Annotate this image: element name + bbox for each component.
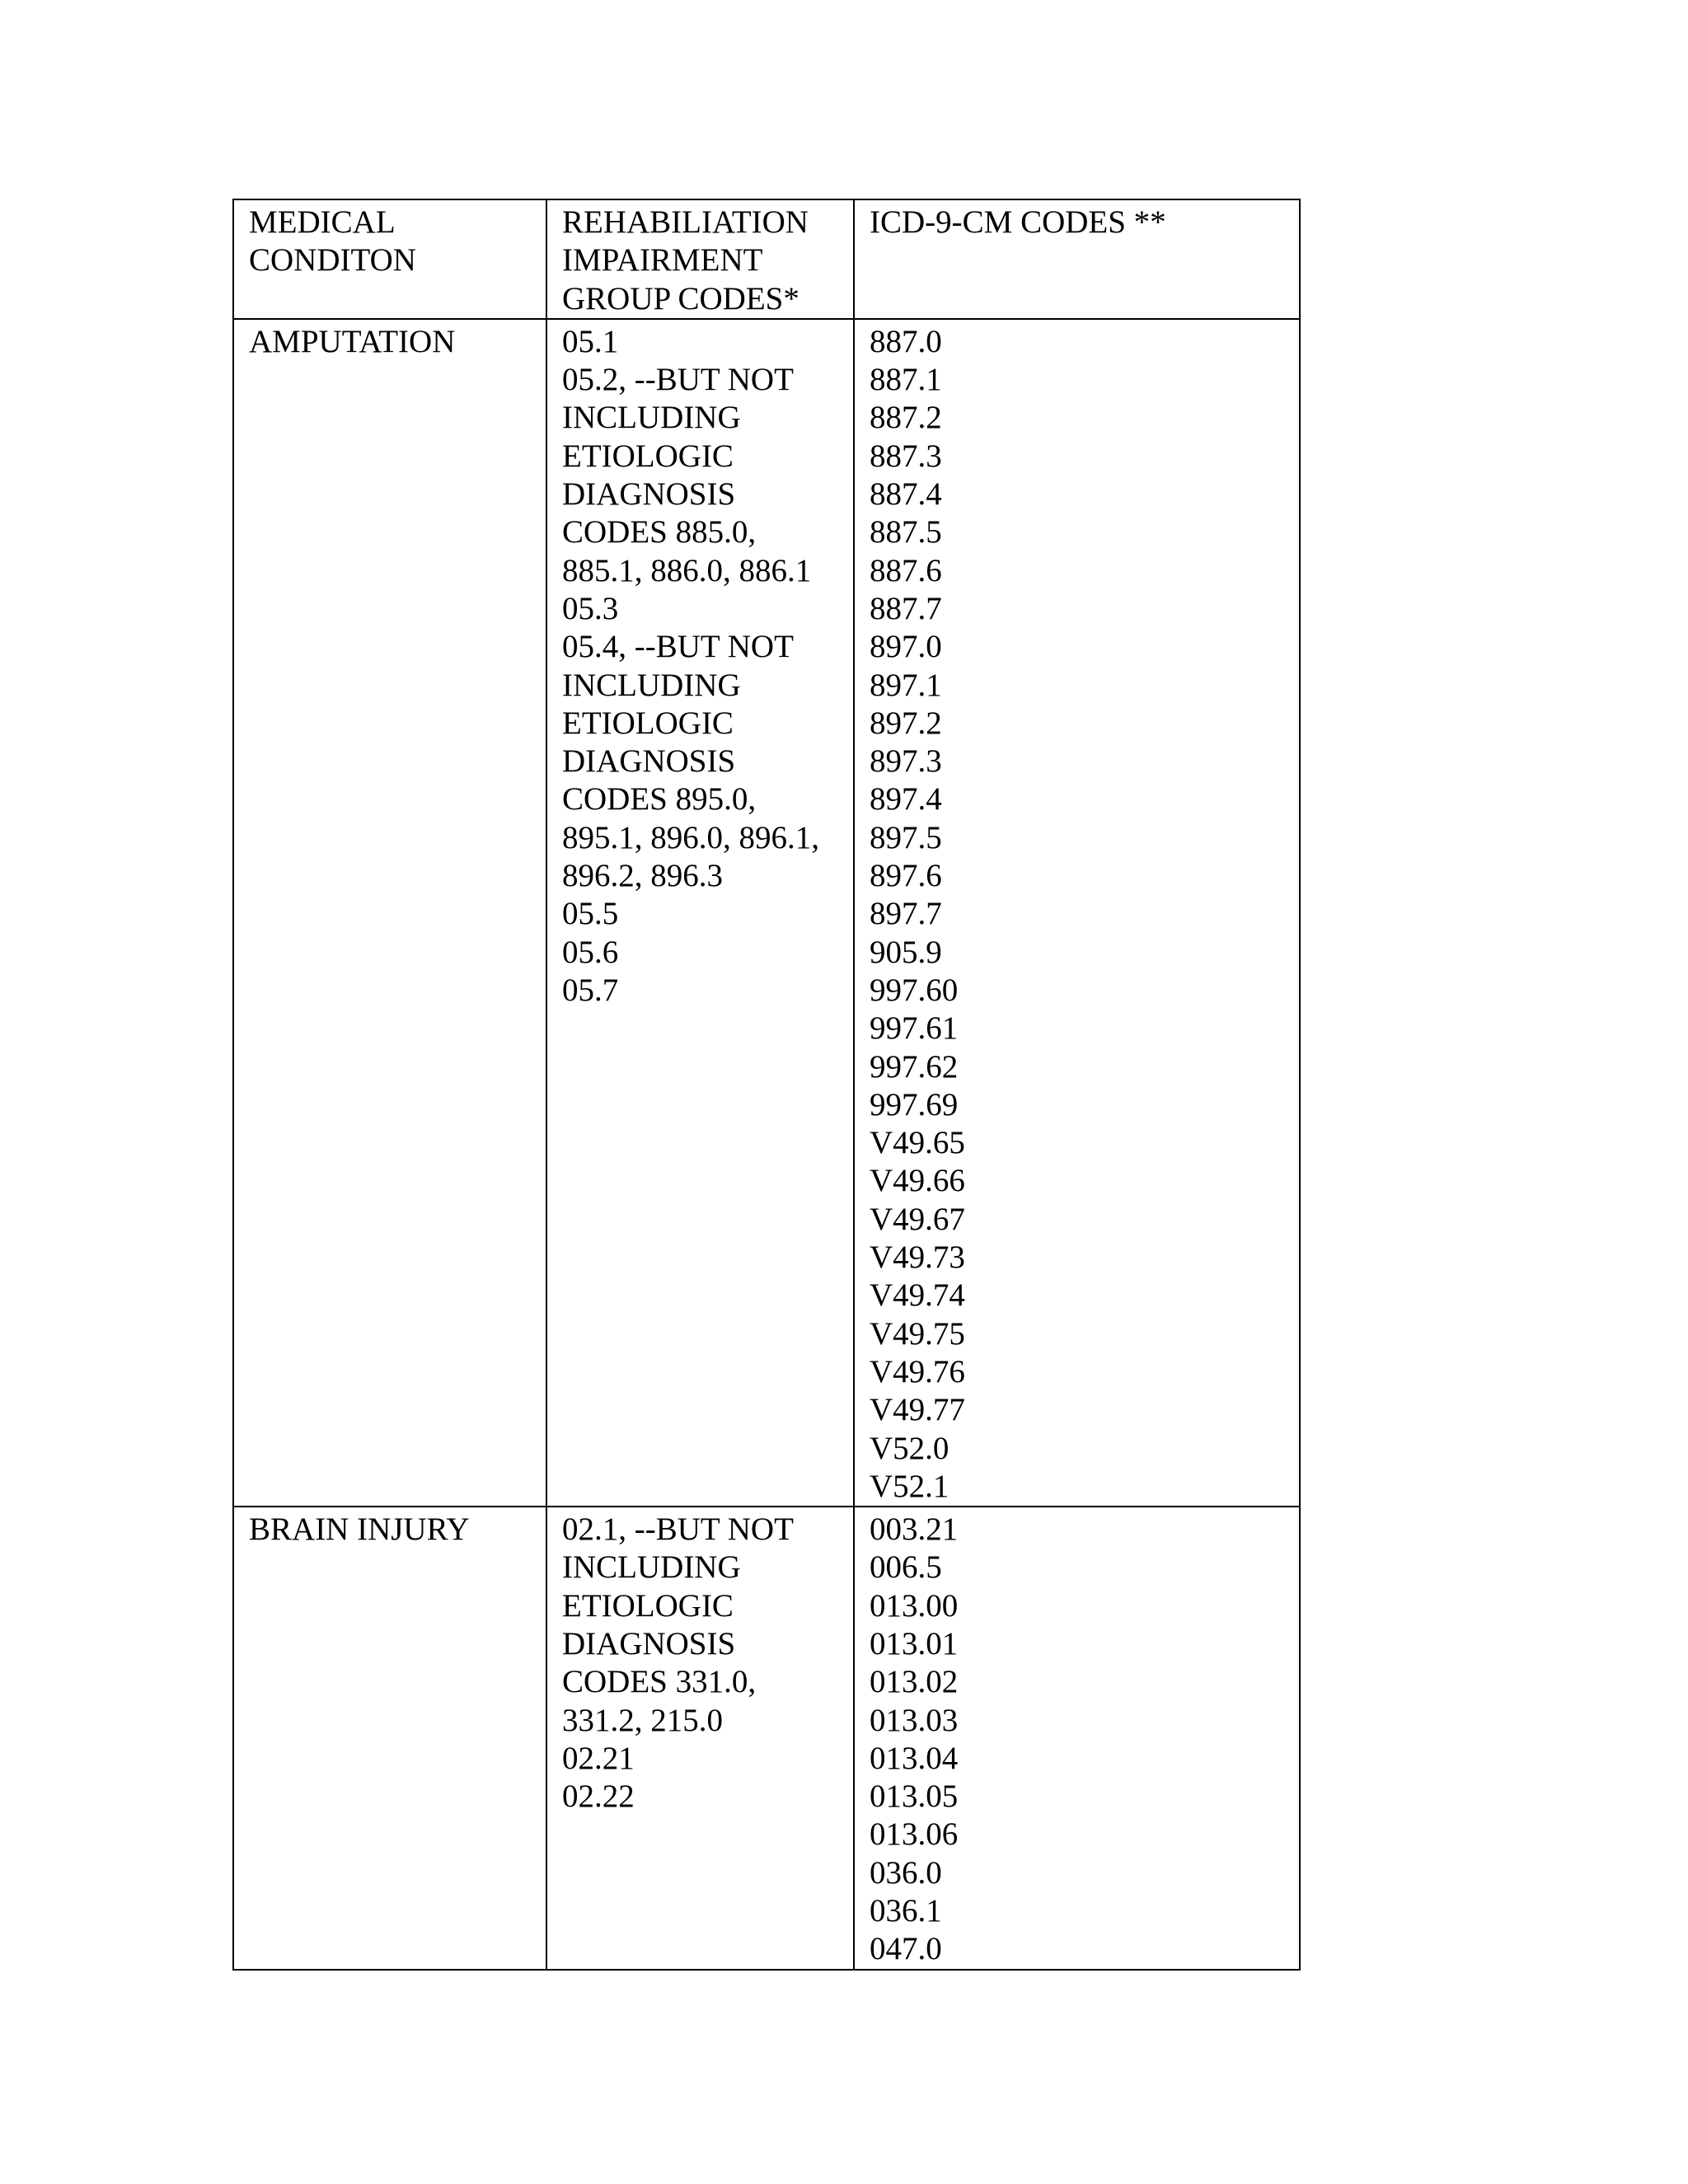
- icd-code-table: [232, 199, 1301, 1971]
- cell-line: 897.2: [870, 705, 942, 741]
- cell-line: V49.73: [870, 1240, 965, 1276]
- cell-line: DIAGNOSIS: [562, 476, 736, 513]
- cell-line: GROUP CODES*: [562, 280, 799, 316]
- header-medical-condition: [233, 199, 546, 319]
- cell-line: 887.7: [870, 590, 942, 626]
- condition-cell: [233, 319, 546, 1507]
- impairment-codes-cell: [546, 319, 854, 1507]
- cell-line: 897.1: [870, 667, 942, 703]
- cell-line: V49.66: [870, 1163, 965, 1199]
- icd-codes-cell: [854, 319, 1300, 1507]
- cell-line: REHABILIATION: [562, 204, 809, 240]
- cell-line: DIAGNOSIS: [562, 1625, 736, 1661]
- header-impairment-codes: [546, 199, 854, 319]
- cell-line: 013.05: [870, 1779, 959, 1815]
- cell-line: 885.1, 886.0, 886.1: [562, 552, 812, 588]
- cell-line: 013.02: [870, 1664, 959, 1700]
- cell-line: 02.21: [562, 1740, 635, 1776]
- cell-line: 05.7: [562, 972, 619, 1008]
- cell-line: IMPAIRMENT: [562, 242, 763, 279]
- cell-line: 897.6: [870, 858, 942, 894]
- cell-line: CODES 895.0,: [562, 781, 757, 818]
- cell-line: 887.2: [870, 400, 942, 436]
- cell-line: INCLUDING: [562, 667, 741, 703]
- cell-line: 887.0: [870, 323, 942, 359]
- cell-line: V49.76: [870, 1353, 965, 1390]
- cell-line: 05.2, --BUT NOT: [562, 362, 794, 398]
- cell-line: 05.5: [562, 896, 619, 932]
- cell-line: MEDICAL: [249, 204, 396, 240]
- cell-line: 887.1: [870, 362, 942, 398]
- cell-line: 013.06: [870, 1816, 959, 1853]
- cell-line: 897.7: [870, 896, 942, 932]
- cell-line: INCLUDING: [562, 400, 741, 436]
- cell-line: 05.6: [562, 934, 619, 970]
- cell-line: V49.65: [870, 1125, 965, 1161]
- cell-line: V52.0: [870, 1430, 950, 1466]
- cell-line: 036.1: [870, 1893, 942, 1929]
- cell-line: DIAGNOSIS: [562, 743, 736, 780]
- cell-line: 897.4: [870, 781, 942, 818]
- cell-line: 897.3: [870, 743, 942, 780]
- cell-line: 013.03: [870, 1702, 959, 1738]
- cell-line: CODES 885.0,: [562, 514, 757, 551]
- cell-line: 02.1, --BUT NOT: [562, 1511, 794, 1548]
- cell-line: V49.67: [870, 1201, 965, 1237]
- cell-line: 905.9: [870, 934, 942, 970]
- table-row-brain-injury: [233, 1507, 1300, 1970]
- cell-line: 013.01: [870, 1625, 959, 1661]
- cell-line: 047.0: [870, 1931, 942, 1967]
- cell-line: V52.1: [870, 1468, 950, 1504]
- cell-line: 887.5: [870, 514, 942, 551]
- cell-line: 036.0: [870, 1854, 942, 1891]
- cell-line: 887.3: [870, 438, 942, 474]
- cell-line: 897.0: [870, 629, 942, 665]
- cell-line: INCLUDING: [562, 1549, 741, 1586]
- cell-line: 997.60: [870, 972, 959, 1008]
- cell-line: V49.75: [870, 1315, 965, 1352]
- cell-line: 997.62: [870, 1048, 959, 1085]
- cell-line: V49.74: [870, 1277, 965, 1314]
- cell-line: 887.6: [870, 552, 942, 588]
- cell-line: 896.2, 896.3: [562, 858, 723, 894]
- cell-line: 331.2, 215.0: [562, 1702, 723, 1738]
- cell-line: 897.5: [870, 819, 942, 855]
- cell-line: CODES 331.0,: [562, 1664, 757, 1700]
- cell-line: 05.1: [562, 323, 619, 359]
- cell-line: 003.21: [870, 1511, 959, 1548]
- cell-line: 006.5: [870, 1549, 942, 1586]
- cell-line: 02.22: [562, 1779, 635, 1815]
- cell-line: 05.3: [562, 590, 619, 626]
- cell-line: 013.00: [870, 1587, 959, 1624]
- icd-codes-cell: [854, 1507, 1300, 1970]
- cell-line: ETIOLOGIC: [562, 1587, 734, 1624]
- cell-line: ETIOLOGIC: [562, 705, 734, 741]
- cell-line: 887.4: [870, 476, 942, 513]
- cell-line: 013.04: [870, 1740, 959, 1776]
- condition-cell: [233, 1507, 546, 1970]
- cell-line: V49.77: [870, 1392, 965, 1428]
- table-row-amputation: [233, 319, 1300, 1507]
- cell-line: CONDITON: [249, 242, 416, 279]
- impairment-codes-cell: [546, 1507, 854, 1970]
- cell-line: 997.69: [870, 1086, 959, 1122]
- condition-name: AMPUTATION: [249, 323, 456, 359]
- cell-line: 895.1, 896.0, 896.1,: [562, 819, 819, 855]
- header-icd-codes: [854, 199, 1300, 319]
- cell-line: ICD-9-CM CODES **: [870, 204, 1166, 240]
- header-row: [233, 199, 1300, 319]
- condition-name: BRAIN INJURY: [249, 1511, 470, 1548]
- cell-line: ETIOLOGIC: [562, 438, 734, 474]
- cell-line: 05.4, --BUT NOT: [562, 629, 794, 665]
- cell-line: 997.61: [870, 1010, 959, 1047]
